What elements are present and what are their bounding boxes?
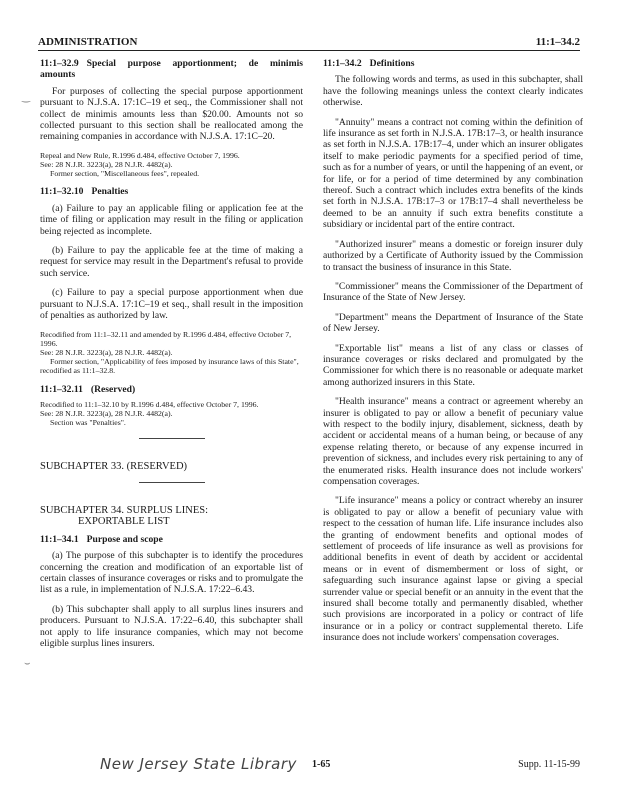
section-heading: 11:1–32.11 (Reserved) [40, 383, 136, 395]
subchapter-heading: SUBCHAPTER 34. SURPLUS LINES: EXPORTABLE LIST [40, 504, 209, 528]
left-column [40, 58, 303, 657]
divider [139, 438, 205, 439]
page-number: 1-65 [312, 759, 331, 770]
paragraph: The following words and terms, as used in this subchapter, shall have the following meanings unless the context clearly indicates otherwise. [323, 74, 583, 109]
library-stamp: New Jersey State Library [100, 755, 297, 773]
margin-mark: ‿ [22, 92, 31, 103]
paragraph: (c) Failure to pay a special purpose apportionment when due pursuant to N.J.S.A. 17:1C–19 et seq., shall result in the imposition of penalties as authorized by law. [40, 287, 303, 322]
margin-mark: ⌣ [24, 658, 31, 669]
header-title: ADMINISTRATION [38, 36, 138, 48]
section-heading: 11:1–34.2 Definitions [323, 58, 415, 69]
header-section: 11:1–34.2 [535, 36, 580, 48]
source-note: Recodified to 11:1–32.10 by R.1996 d.484, effective October 7, 1996. See: 28 N.J.R. 3223(a), 28 N.J.R. 4482(a). Section was "Penalties". [40, 399, 259, 428]
divider [139, 482, 205, 483]
source-note: Recodified from 11:1–32.11 and amended by R.1996 d.484, effective October 7, 1996. See: 28 N.J.R. 3223(a), 28 N.J.R. 4482(a). Former section, "Applicability of fees imposed by insurance laws of this State", recodified as 11:1–32.8. [40, 329, 299, 376]
page-footer [40, 755, 580, 777]
paragraph: (b) Failure to pay the applicable fee at the time of making a request for service may result in the Department's refusal to provide such service. [40, 245, 303, 279]
paragraph: (b) This subchapter shall apply to all surplus lines insurers and producers. Pursuant to N.J.S.A. 17:22–6.40, this subchapter shall not apply to life insurance companies, which may not become eligible surplus lines insurers. [40, 603, 303, 650]
section-heading: 11:1–34.1 Purpose and scope [40, 533, 163, 545]
definition-department: "Department" means the Department of Insurance of the State of New Jersey. [323, 311, 583, 335]
definition-authorized-insurer: "Authorized insurer" means a domestic or foreign insurer duly authorized by a Certificate of Authority issued by the Commission to transact the business of insurance in this State. [323, 238, 583, 273]
subchapter-heading: SUBCHAPTER 33. (RESERVED) [40, 460, 188, 472]
source-note: Repeal and New Rule, R.1996 d.484, effective October 7, 1996. See: 28 N.J.R. 3223(a), 28 N.J.R. 4482(a). Former section, "Miscellaneous fees", repealed. [40, 150, 240, 179]
paragraph: (a) The purpose of this subchapter is to identify the procedures concerning the creation and modification of an exportable list of certain classes of insurance coverages or risks and to promulgate the list as a rule, in implementation of N.J.S.A. 17:22–6.43. [40, 550, 303, 596]
definition-annuity: "Annuity" means a contract not coming within the definition of life insurance as set forth in N.J.S.A. 17B:17–3, or health insurance as set forth in N.J.S.A. 17B:17–4, under which an insurer obligates itself to make periodic payments for a specified period of time, such as for a number of years, or until the happening of an event, or for life, or for a period of time determined by any combination thereof. Such a contract which includes extra benefits of the kinds set forth in N.J.S.A. 17B:17–3 or 17B:17–4 shall nevertheless be deemed to be an annuity if such extra benefits constitute a subsidiary or incidental part of the entire contract. [323, 116, 584, 231]
right-column [323, 58, 583, 652]
paragraph: For purposes of collecting the special purpose apportionment pursuant to N.J.S.A. 17:1C–19 et seq., the Commissioner shall not collect de minimis amounts less than $20.00. Amounts not so collected pursuant to this section shall be reallocated among the remaining companies in accordance with N.J.S.A. 17:1C–20. [40, 85, 303, 143]
definition-health-insurance: "Health insurance" means a contract or agreement whereby an insurer is obligated to pay or allow a benefit of pecuniary value with respect to the bodily injury, disablement, sickness, death by accident or accidental means of a human being, or because of any expense relating thereto, or because of any expense incurred in prevention of sickness, and includes every risk pertaining to any of the enumerated risks. Health insurance does not include workers' compensation coverages. [323, 396, 583, 487]
section-heading: 11:1–32.10 Penalties [40, 186, 129, 198]
definition-life-insurance: "Life insurance" means a policy or contract whereby an insurer is obligated to pay or allow a benefit of pecuniary value with respect to the cessation of human life. Life insurance includes also the granting of endowment benefits and optional modes of settlement of proceeds of life insurance as well as provisions for additional benefits in event of death by accident or accidental means or in event of dismemberment or loss of sight, or safeguarding such insurance against lapse or giving a special surrender value or special benefit or an annuity in the event that the insured shall become totally and permanently disabled, whether such provisions are incorporated in a policy or contract of life insurance or in a policy or contract supplemental thereto. Life insurance does not include workers' compensation coverages. [323, 495, 583, 644]
definition-exportable-list: "Exportable list" means a list of any class or classes of insurance coverages or risks declared and promulgated by the Commissioner for which there is no reasonable or adequate market among authorized insurers in this State. [323, 342, 583, 388]
supplement-date: Supp. 11-15-99 [518, 759, 580, 770]
paragraph: (a) Failure to pay an applicable filing or application fee at the time of filing or application may result in the filing or application being rejected as incomplete. [40, 202, 303, 237]
page-header [38, 34, 580, 51]
section-heading: 11:1–32.9 Special purpose apportionment; de minimis amounts [40, 58, 303, 81]
definition-commissioner: "Commissioner" means the Commissioner of the Department of Insurance of the State of New Jersey. [323, 280, 583, 304]
